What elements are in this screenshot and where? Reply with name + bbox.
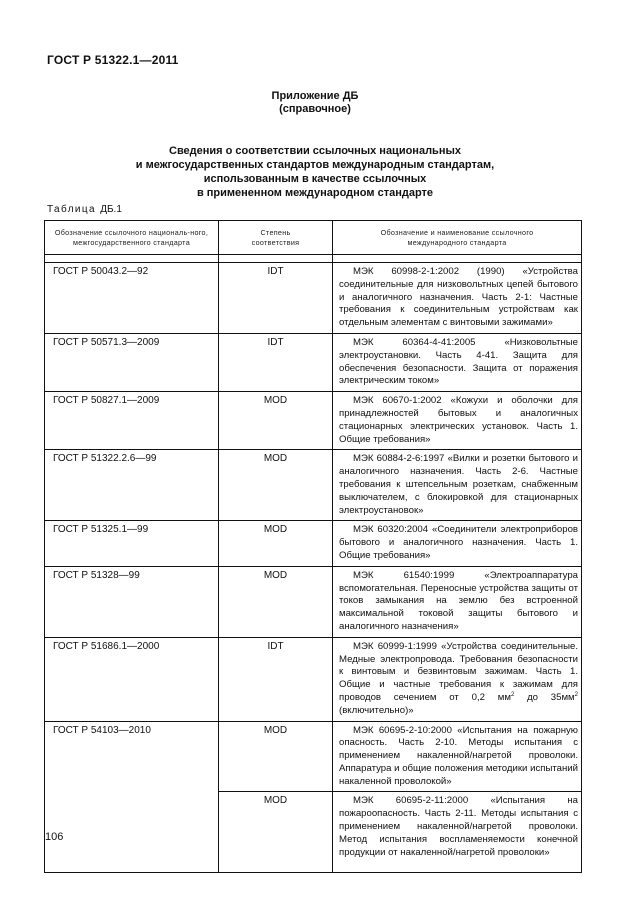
header-spacer-row bbox=[45, 255, 582, 263]
national-standard-cell: ГОСТ Р 51322.2.6—99 bbox=[45, 450, 219, 521]
degree-cell: IDT bbox=[219, 333, 333, 391]
table-row bbox=[45, 333, 582, 391]
national-standard-cell: ГОСТ Р 51328—99 bbox=[45, 566, 219, 637]
table-row bbox=[45, 637, 582, 721]
table-row bbox=[45, 521, 582, 566]
table-row bbox=[45, 721, 582, 792]
correspondence-table bbox=[44, 220, 582, 873]
document-code: ГОСТ Р 51322.1—2011 bbox=[47, 53, 179, 67]
international-text-part: (включительно)» bbox=[339, 704, 414, 716]
national-standard-cell: ГОСТ Р 51686.1—2000 bbox=[45, 637, 219, 721]
degree-cell: MOD bbox=[219, 566, 333, 637]
degree-cell: MOD bbox=[219, 792, 333, 873]
degree-cell: MOD bbox=[219, 392, 333, 450]
international-standard-cell: МЭК 60695-2-10:2000 «Испытания на пожарную опасность. Часть 2-10. Методы испытания с применением накаленной/нагретой проволоки. Аппаратура и общие положения методики испытаний накаленной проволокой» bbox=[333, 721, 582, 792]
international-standard-cell: МЭК 60364-4-41:2005 «Низковольтные электроустановки. Часть 4-41. Защита для обеспечения безопасности. Защита от поражения электрическим током» bbox=[333, 333, 582, 391]
table-row bbox=[45, 263, 582, 334]
degree-cell: IDT bbox=[219, 637, 333, 721]
degree-cell: MOD bbox=[219, 721, 333, 792]
superscript: 2 bbox=[574, 691, 578, 698]
international-text-part: до 35мм bbox=[514, 691, 575, 703]
international-standard-cell: МЭК 60670-1:2002 «Кожухи и оболочки для принадлежностей бытовых и аналогичных стационарных электрических установок. Часть 1. Общие требования» bbox=[333, 392, 582, 450]
header-degree: Степень соответствия bbox=[219, 221, 333, 255]
international-standard-cell: МЭК 60320:2004 «Соединители электроприборов бытового и аналогичного назначения. Часть 1. Общие требования» bbox=[333, 521, 582, 566]
title-line: Сведения о соответствии ссылочных национальных bbox=[169, 145, 461, 157]
header-international-standard: Обозначение и наименование ссылочного международного стандарта bbox=[333, 221, 582, 255]
degree-cell: MOD bbox=[219, 450, 333, 521]
national-standard-cell: ГОСТ Р 50571.3—2009 bbox=[45, 333, 219, 391]
national-standard-cell: ГОСТ Р 50043.2—92 bbox=[45, 263, 219, 334]
international-standard-cell: МЭК 61540:1999 «Электроаппаратура вспомогательная. Переносные устройства защиты от токов замыкания на землю без встроенной максимальной токовой защиты бытового и аналогичного назначения» bbox=[333, 566, 582, 637]
degree-cell: IDT bbox=[219, 263, 333, 334]
international-text-part: МЭК 60999-1:1999 «Устройства соединительные. Медные электропровода. Требования безопасности к винтовым и безвинтовым зажимам. Часть 1. Общие и частные требования к зажимам для проводов сечением от 0,2 мм bbox=[339, 640, 578, 703]
header-national-standard: Обозначение ссылочного националь-ного, межгосударственного стандарта bbox=[45, 221, 219, 255]
international-standard-cell: МЭК 60695-2-11:2000 «Испытания на пожароопасность. Часть 2-11. Методы испытания с применением накаленной/нагретой проволоки. Метод испытания воспламеняемости конечной продукции от накаленной/нагретой проволоки» bbox=[333, 792, 582, 873]
national-standard-cell: ГОСТ Р 54103—2010 bbox=[45, 721, 219, 873]
degree-cell: MOD bbox=[219, 521, 333, 566]
national-standard-cell: ГОСТ Р 51325.1—99 bbox=[45, 521, 219, 566]
superscript: 2 bbox=[510, 691, 515, 698]
section-title bbox=[0, 144, 630, 200]
national-standard-cell: ГОСТ Р 50827.1—2009 bbox=[45, 392, 219, 450]
international-standard-cell bbox=[333, 637, 582, 721]
title-line: и межгосударственных стандартов международным стандартам, bbox=[135, 159, 495, 171]
table-caption-number: ДБ.1 bbox=[100, 204, 122, 215]
title-line: использованным в качестве ссылочных bbox=[203, 173, 427, 185]
table-row bbox=[45, 392, 582, 450]
table-header-row bbox=[45, 221, 582, 255]
title-line: в примененном международном стандарте bbox=[196, 187, 434, 199]
page-number: 106 bbox=[45, 831, 64, 843]
international-standard-cell: МЭК 60884-2-6:1997 «Вилки и розетки бытового и аналогичного назначения. Часть 2-6. Частные требования к штепсельным розеткам, снабженным выключателем, с блокировкой для стационарных электроустановок» bbox=[333, 450, 582, 521]
appendix-subtitle: (справочное) bbox=[279, 103, 351, 115]
appendix-title: Приложение ДБ bbox=[271, 90, 359, 102]
table-caption bbox=[47, 204, 122, 215]
international-standard-cell: МЭК 60998-2-1:2002 (1990) «Устройства соединительные для низковольтных цепей бытового и аналогичного назначения. Часть 2-1: Частные требования к соединительным устройствам как отдельным элементам с винтовыми зажимами» bbox=[333, 263, 582, 334]
table-row bbox=[45, 450, 582, 521]
appendix-heading bbox=[0, 90, 630, 116]
table-caption-word: Таблица bbox=[47, 204, 97, 215]
table-row bbox=[45, 566, 582, 637]
